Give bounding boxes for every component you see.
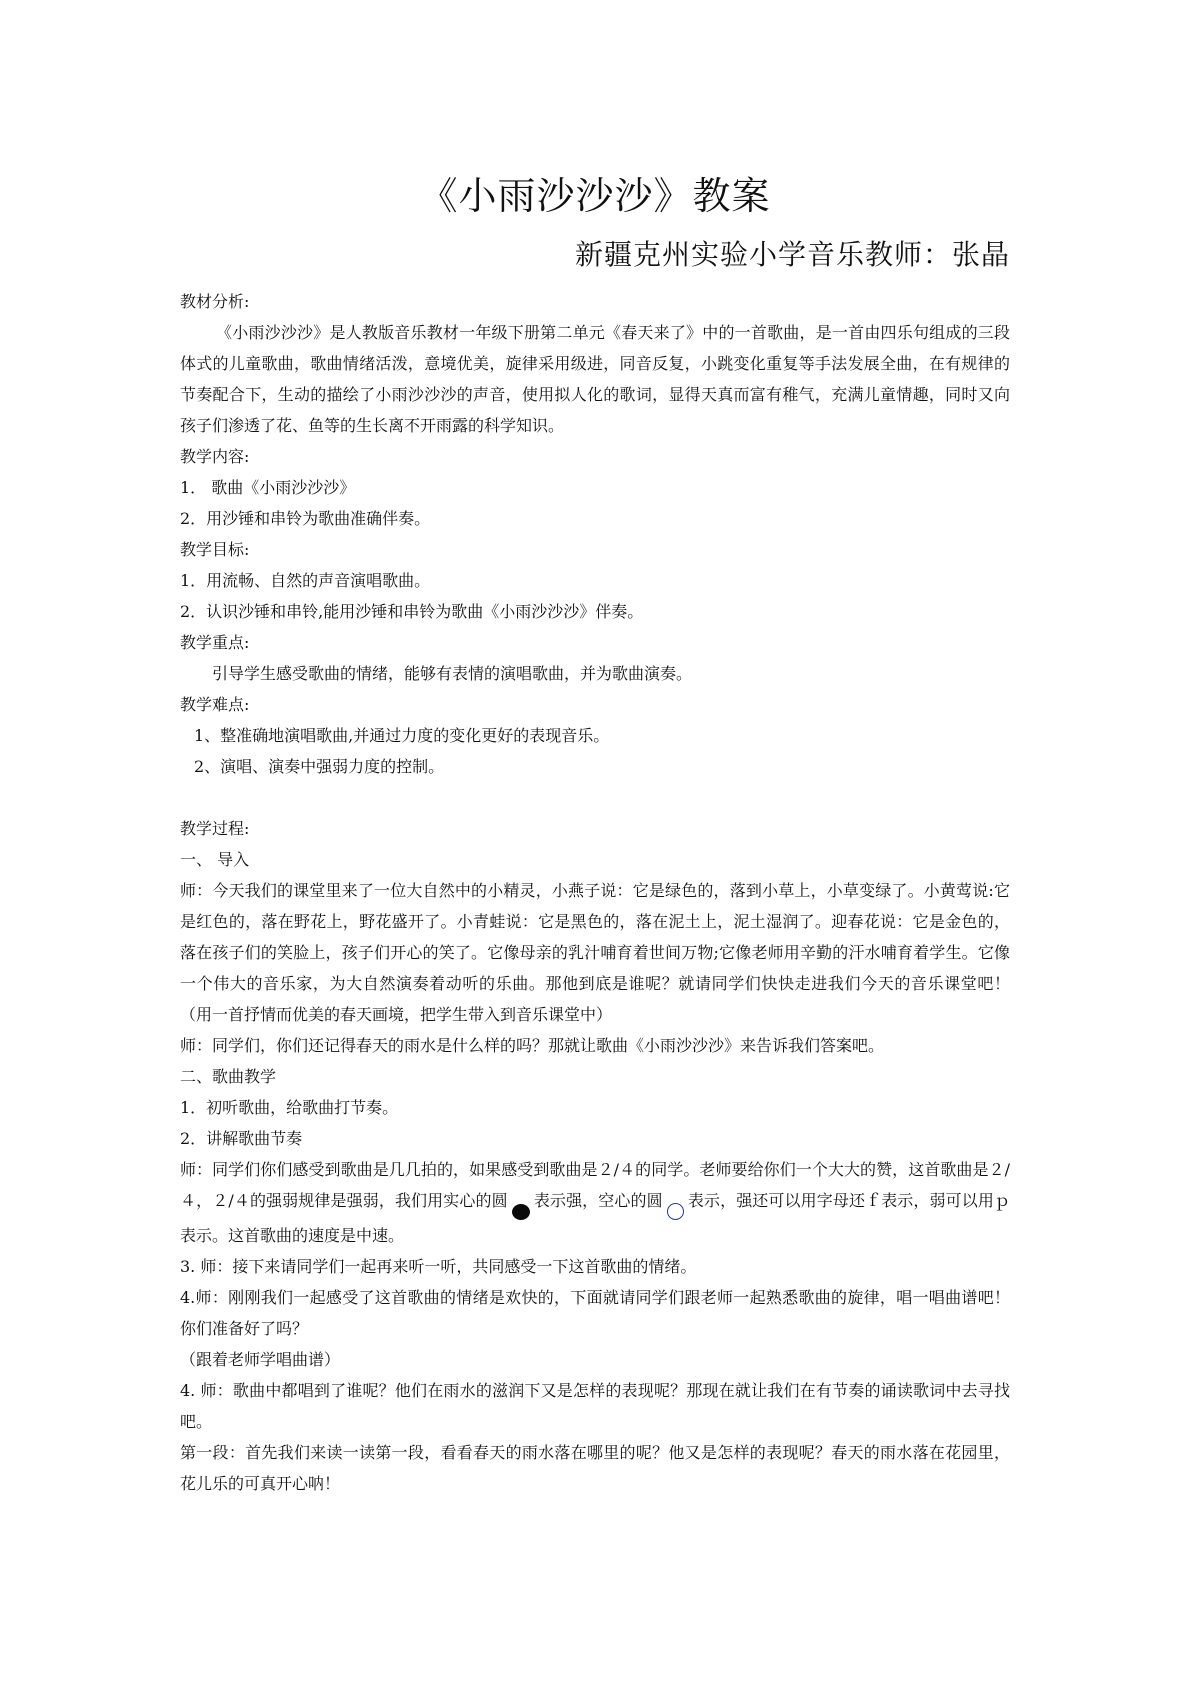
- difficulty-item-2: 2、演唱、演奏中强弱力度的控制。: [194, 757, 445, 776]
- step2-item-4-note: （跟着老师学唱曲谱）: [180, 1350, 341, 1369]
- hollow-circle-icon: [667, 1203, 684, 1220]
- document-page: [180, 168, 1010, 1499]
- rhythm-text-c: 表示，强还可以用字母还ｆ表示，弱可以用ｐ表示。这首歌曲的速度是中速。: [180, 1191, 1010, 1245]
- focus-heading: 教学重点:: [180, 633, 250, 652]
- spacer: [180, 782, 1010, 813]
- step1-text: 师：今天我们的课堂里来了一位大自然中的小精灵，小燕子说：它是绿色的，落到小草上，小草变绿了。小黄莺说:它是红色的，落在野花上，野花盛开了。小青蛙说：它是黑色的，落在泥土上，泥土湿润了。迎春花说：它是金色的，落在孩子们的笑脸上，孩子们开心的笑了。它像母亲的乳汁哺育着世间万物;它像老师用辛勤的汗水哺育着学生。它像一个伟大的音乐家，为大自然演奏着动听的乐曲。那他到底是谁呢？就请同学们快快走进我们今天的音乐课堂吧！（用一首抒情而优美的春天画境，把学生带入到音乐课堂中）: [180, 881, 1010, 1024]
- step2-item-2-text: [180, 1154, 1010, 1251]
- step2-heading: 二、歌曲教学: [180, 1067, 277, 1086]
- goals-heading: 教学目标:: [180, 540, 250, 559]
- step2-item-2: 2．讲解歌曲节奏: [180, 1129, 303, 1148]
- step2-item-1: 1．初听歌曲，给歌曲打节奏。: [180, 1098, 399, 1117]
- content-item-1: 1． 歌曲《小雨沙沙沙》: [180, 478, 356, 497]
- step2-item-3: 3. 师：接下来请同学们一起再来听一听，共同感受一下这首歌曲的情绪。: [180, 1257, 697, 1276]
- document-author: 新疆克州实验小学音乐教师：张晶: [574, 238, 1010, 271]
- difficulty-heading: 教学难点:: [180, 695, 250, 714]
- step1-heading: 一、 导入: [180, 850, 250, 869]
- difficulty-item-1: 1、整准确地演唱歌曲,并通过力度的变化更好的表现音乐。: [194, 726, 610, 745]
- document-title: 《小雨沙沙沙》教案: [419, 174, 771, 218]
- content-item-2: 2．用沙锤和串铃为歌曲准确伴奏。: [180, 509, 431, 528]
- analysis-text: 《小雨沙沙沙》是人教版音乐教材一年级下册第二单元《春天来了》中的一首歌曲，是一首由四乐句组成的三段体式的儿童歌曲，歌曲情绪活泼，意境优美，旋律采用级进，同音反复，小跳变化重复等手法发展全曲，在有规律的节奏配合下，生动的描绘了小雨沙沙沙的声音，使用拟人化的歌词，显得天真而富有稚气，充满儿童情趣，同时又向孩子们渗透了花、鱼等的生长离不开雨露的科学知识。: [180, 323, 1010, 435]
- content-heading: 教学内容:: [180, 447, 250, 466]
- step2-item-5: 4. 师：歌曲中都唱到了谁呢？他们在雨水的滋润下又是怎样的表现呢？那现在就让我们在有节奏的诵读歌词中去寻找吧。: [180, 1381, 1010, 1431]
- step1-text-2: 师：同学们，你们还记得春天的雨水是什么样的吗？那就让歌曲《小雨沙沙沙》来告诉我们答案吧。: [180, 1036, 885, 1055]
- goal-item-1: 1．用流畅、自然的声音演唱歌曲。: [180, 571, 431, 590]
- filled-circle-icon: [512, 1204, 530, 1220]
- step2-item-4: 4.师：刚刚我们一起感受了这首歌曲的情绪是欢快的，下面就请同学们跟老师一起熟悉歌曲的旋律，唱一唱曲谱吧！你们准备好了吗？: [180, 1288, 1010, 1338]
- analysis-heading: 教材分析:: [180, 292, 250, 311]
- focus-text: 引导学生感受歌曲的情绪，能够有表情的演唱歌曲，并为歌曲演奏。: [212, 664, 693, 683]
- goal-item-2: 2．认识沙锤和串铃,能用沙锤和串铃为歌曲《小雨沙沙沙》伴奏。: [180, 602, 644, 621]
- step2-item-6: 第一段：首先我们来读一读第一段，看看春天的雨水落在哪里的呢？他又是怎样的表现呢？春天的雨水落在花园里，花儿乐的可真开心呐！: [180, 1443, 1010, 1493]
- rhythm-text-b: 表示强，空心的圆: [533, 1191, 663, 1210]
- process-heading: 教学过程:: [180, 819, 250, 838]
- rhythm-text-a: 师：同学们你们感受到歌曲是几几拍的，如果感受到歌曲是２/４的同学。老师要给你们一个大大的赞，这首歌曲是２/４，２/４的强弱规律是强弱，我们用实心的圆: [180, 1160, 1010, 1210]
